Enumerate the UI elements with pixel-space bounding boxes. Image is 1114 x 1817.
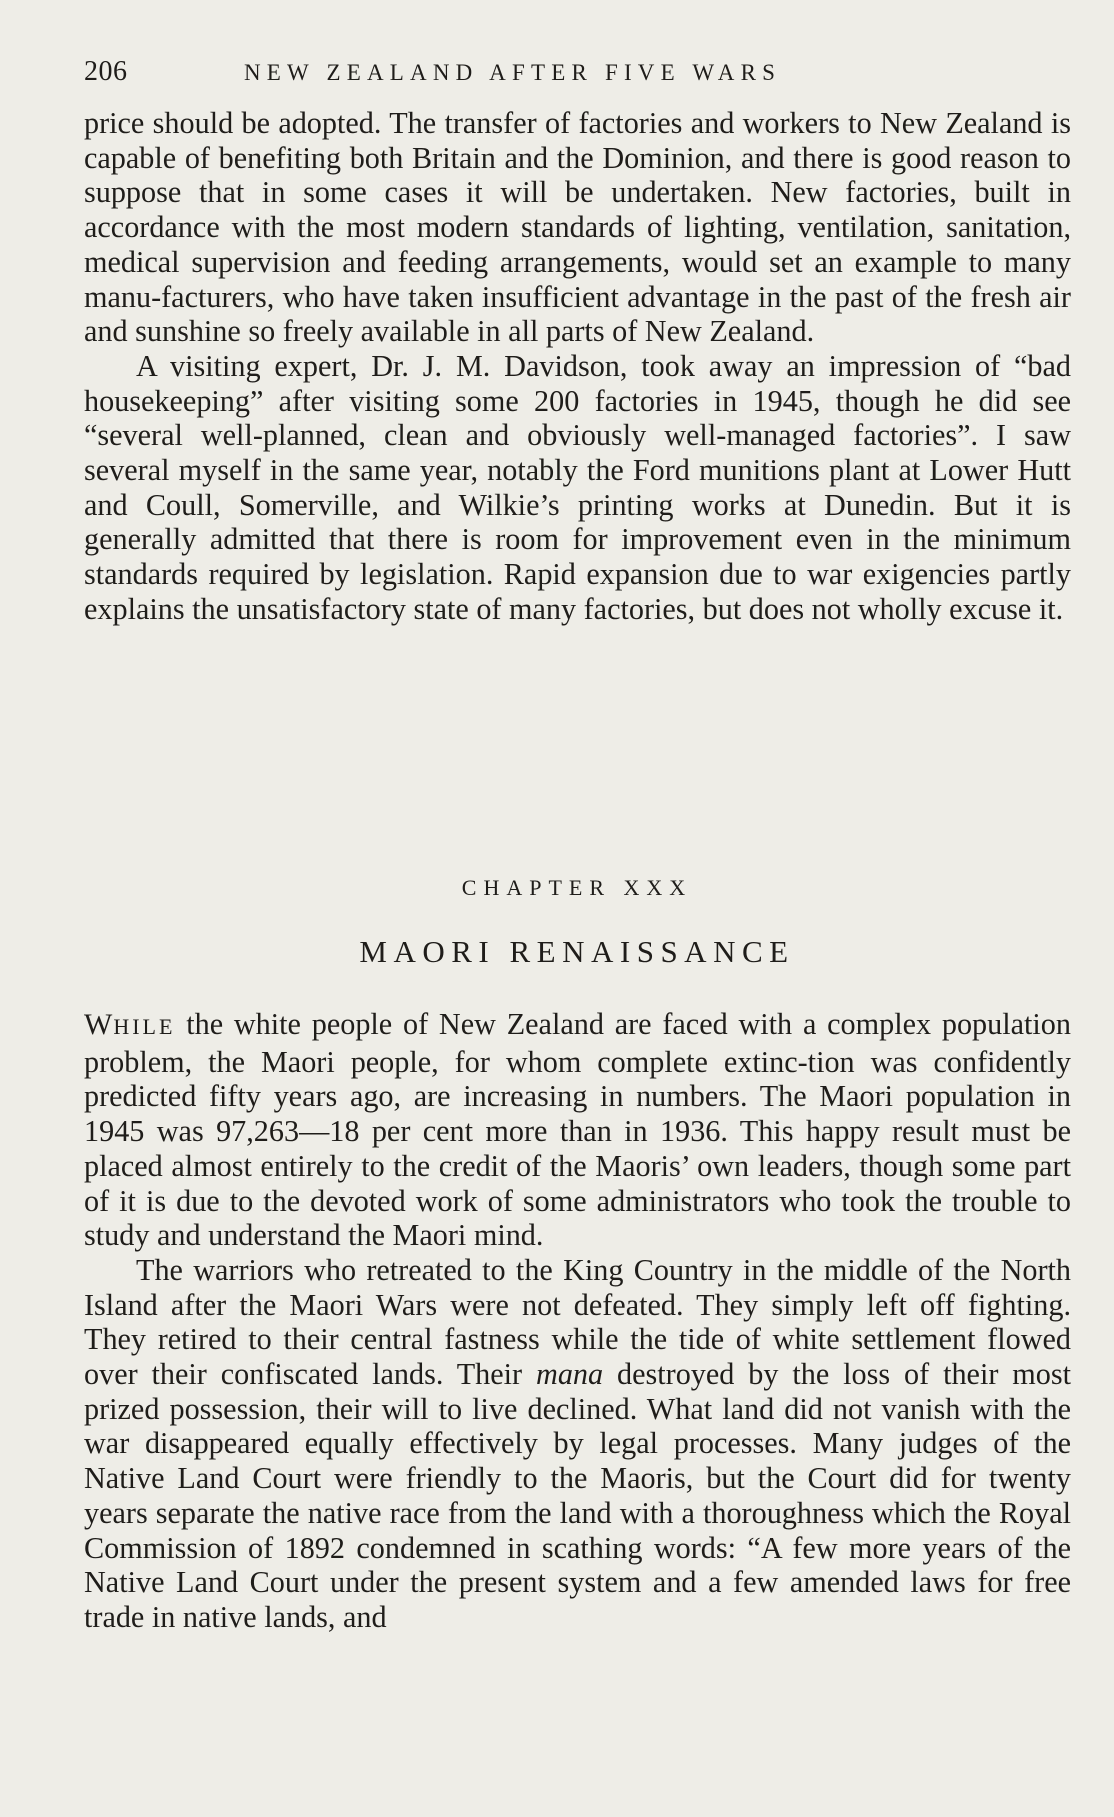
paragraph bbox=[84, 1007, 1071, 1253]
chapter-label: CHAPTER XXX bbox=[461, 875, 693, 900]
page-number: 206 bbox=[84, 56, 128, 87]
paragraph-text: the white people of New Zealand are faced with a complex population problem, the Maori people, for whom complete extinc-tion was confidently predicted fifty years ago, are increasing in numbers. The Maori population in 1945 was 97,263—18 per cent more than in 1936. This happy result must be placed almost entirely to the credit of the Maoris’ own leaders, though some part of it is due to the devoted work of some administrators who took the trouble to study and understand the Maori mind. bbox=[84, 1007, 1071, 1253]
italic-term: mana bbox=[536, 1357, 604, 1392]
lead-capital: W bbox=[84, 1008, 114, 1041]
page-header bbox=[84, 56, 1074, 96]
paragraph: price should be adopted. The transfer of factories and workers to New Zealand is capable of benefiting both Britain and the Dominion, and there is good reason to suppose that in some cases it will be undertaken. New factories, built in accordance with the most modern standards of lighting, ventilation, sanitation, medical supervision and feeding arrangements, would set an example to many manu-facturers, who have taken insufficient advantage in the past of the fresh air and sunshine so freely available in all parts of New Zealand. bbox=[84, 106, 1071, 349]
lead-small-caps: HILE bbox=[113, 1014, 176, 1039]
body-text-bottom bbox=[84, 1007, 1071, 1635]
paragraph-text: The warriors who retreated to the King Country in the middle of the North Island after the Maori Wars were not defeated. They simply left off fighting. They retired to their central fastness while the tide of white settlement flowed over their confiscated lands. Their bbox=[84, 1252, 1071, 1392]
paragraph-text: destroyed by the loss of their most prized possession, their will to live declined. What land did not vanish with the war disappeared equally effectively by legal processes. Many judges of the Native Land Court were friendly to the Maoris, but the Court did for twenty years separate the native race from the land with a thoroughness which the Royal Commission of 1892 condemned in scathing words: “A few more years of the Native Land Court under the present system and a few amended laws for free trade in native lands, and bbox=[84, 1357, 1071, 1634]
paragraph bbox=[84, 1253, 1071, 1635]
body-text-top bbox=[84, 106, 1071, 627]
chapter-title: MAORI RENAISSANCE bbox=[359, 934, 795, 969]
running-head: NEW ZEALAND AFTER FIVE WARS bbox=[244, 60, 782, 85]
paragraph: A visiting expert, Dr. J. M. Davidson, took away an impression of “bad housekeeping” after visiting some 200 factories in 1945, though he did see “several well-planned, clean and obviously well-managed factories”. I saw several myself in the same year, notably the Ford munitions plant at Lower Hutt and Coull, Somerville, and Wilkie’s printing works at Dunedin. But it is generally admitted that there is room for improvement even in the minimum standards required by legislation. Rapid expansion due to war exigencies partly explains the unsatisfactory state of many factories, but does not wholly excuse it. bbox=[84, 348, 1071, 626]
